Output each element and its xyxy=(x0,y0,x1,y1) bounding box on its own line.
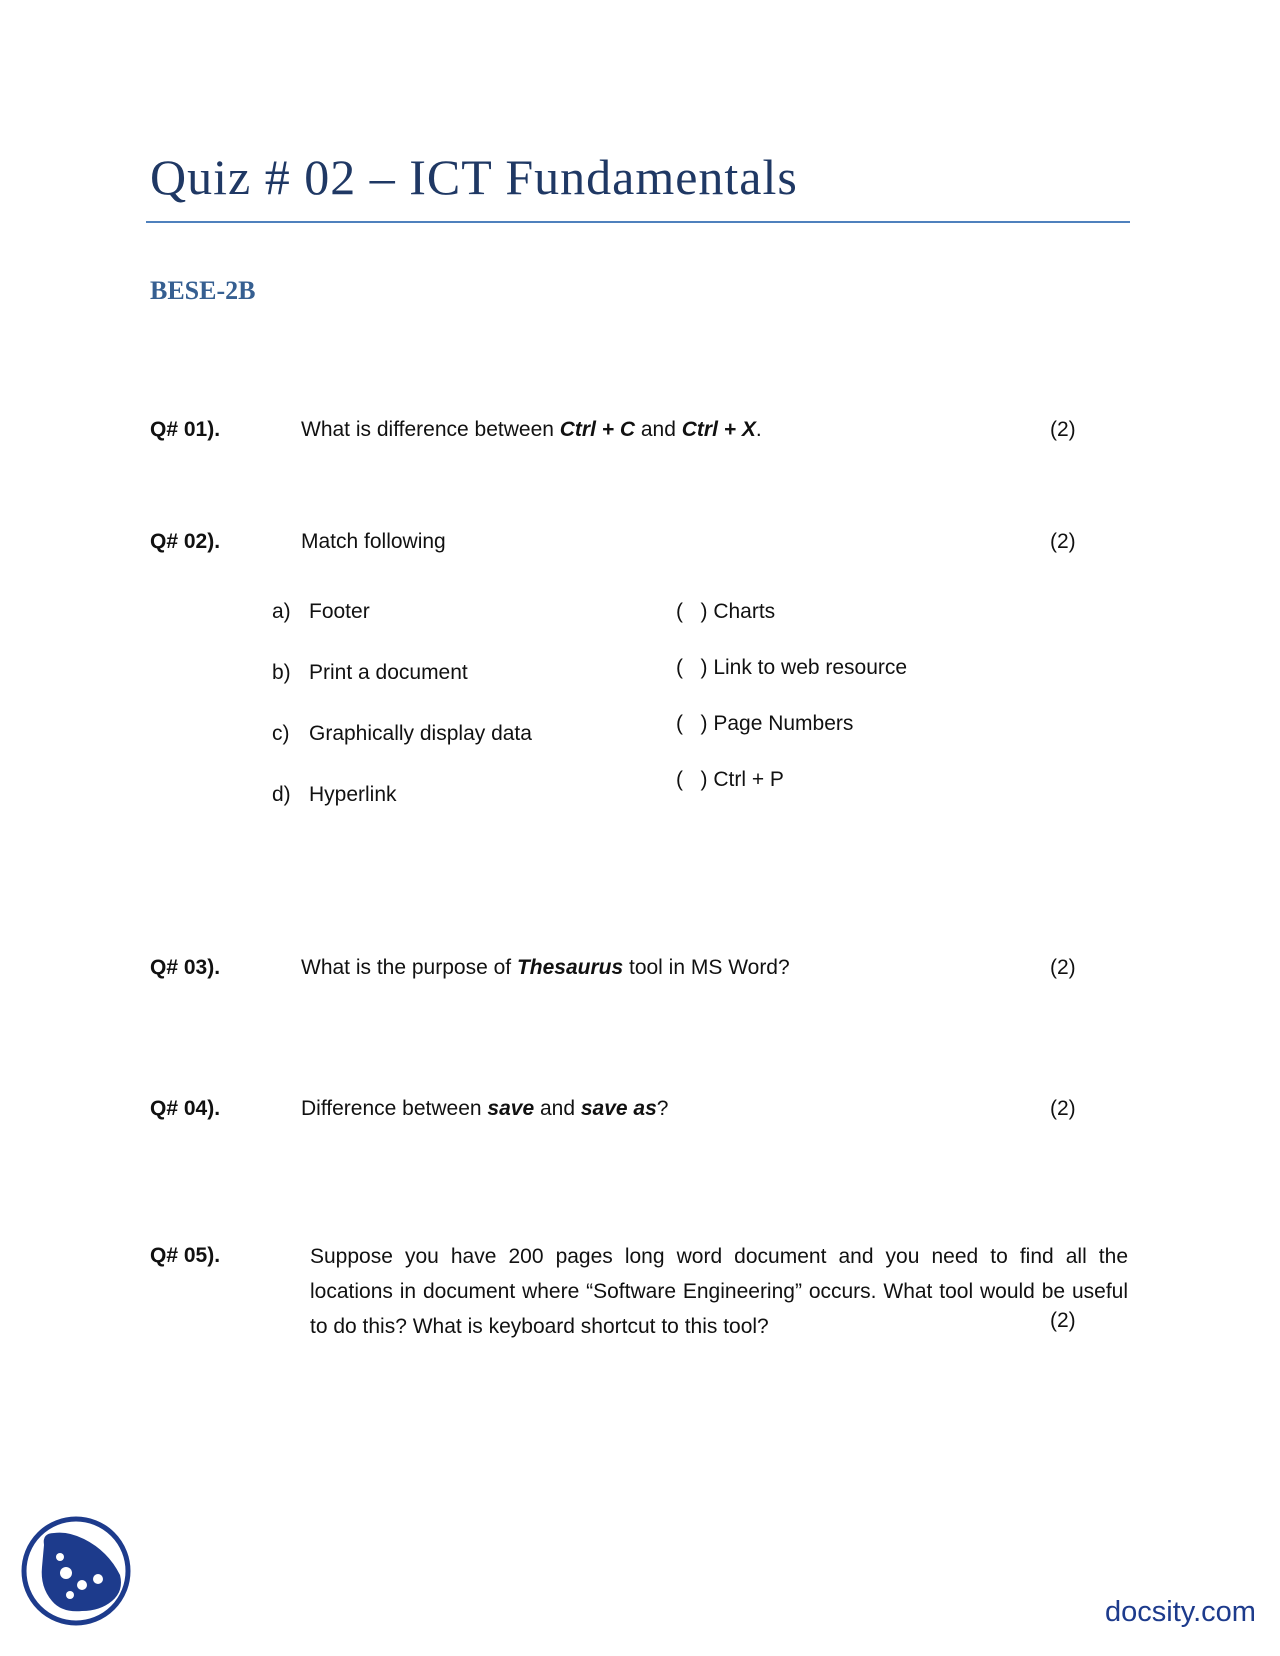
match-option: ( ) Charts xyxy=(676,600,776,623)
question-2-text: Match following xyxy=(301,530,446,553)
question-5-label: Q# 05). xyxy=(150,1244,221,1267)
question-5-marks: (2) xyxy=(1050,1309,1076,1332)
question-4-marks: (2) xyxy=(1050,1097,1076,1120)
question-1-marks: (2) xyxy=(1050,418,1076,441)
match-item: d) Hyperlink xyxy=(272,783,397,806)
title-divider xyxy=(146,221,1130,223)
question-3-label: Q# 03). xyxy=(150,956,221,979)
docsity-brand-link[interactable]: docsity.com xyxy=(1105,1596,1256,1628)
match-item: a) Footer xyxy=(272,600,370,623)
page-title: Quiz # 02 – ICT Fundamentals xyxy=(150,149,798,205)
question-2-label: Q# 02). xyxy=(150,530,221,553)
question-1-label: Q# 01). xyxy=(150,418,221,441)
question-1-text: What is difference between Ctrl + C and Ctrl + X. xyxy=(301,418,762,441)
match-option: ( ) Ctrl + P xyxy=(676,768,784,791)
question-3-marks: (2) xyxy=(1050,956,1076,979)
question-4-text: Difference between save and save as? xyxy=(301,1097,669,1120)
question-3-text: What is the purpose of Thesaurus tool in MS Word? xyxy=(301,956,790,979)
docsity-logo-icon[interactable] xyxy=(20,1515,132,1627)
question-5-text: Suppose you have 200 pages long word document and you need to find all the locations in document where “Software Engineering” occurs. What tool would be useful to do this? What is keyboard shortcut to this tool? xyxy=(310,1245,1128,1338)
match-item: b) Print a document xyxy=(272,661,468,684)
class-subtitle: BESE-2B xyxy=(150,276,256,305)
match-item: c) Graphically display data xyxy=(272,722,532,745)
question-2-marks: (2) xyxy=(1050,530,1076,553)
match-option: ( ) Link to web resource xyxy=(676,656,908,679)
match-option: ( ) Page Numbers xyxy=(676,712,854,735)
question-4-label: Q# 04). xyxy=(150,1097,221,1120)
